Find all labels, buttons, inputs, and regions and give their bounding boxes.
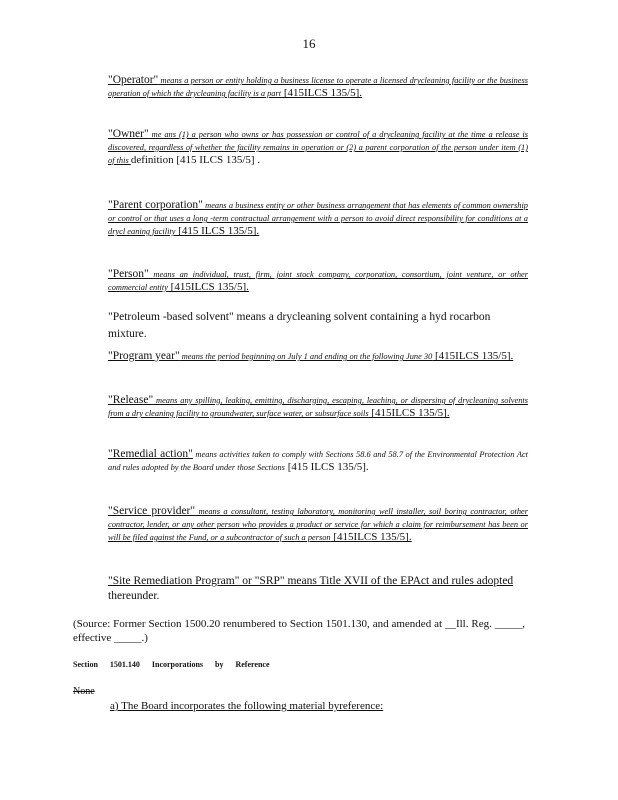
statute-reference: [415ILCS 135/5]. bbox=[432, 350, 514, 362]
definition-body: or "SRP" means Title XVII of the EPAct and rules adopted bbox=[239, 575, 514, 587]
definition-term: "Parent corporation" bbox=[108, 199, 203, 211]
source-note: (Source: Former Section 1500.20 renumbered to Section 1501.130, and amended at __Ill. Reg. _____, effective _____.) bbox=[73, 618, 525, 644]
statute-reference: [415 ILCS 135/5] . bbox=[173, 154, 261, 166]
definition-body: means a consultant, testing laboratory, monitoring well installer, soil boring contractor, other contractor, lender, or any other person who provides a product or service for which a claim for reimbursement has been or will be filed against the Fund, or a subcontractor of such a person bbox=[108, 507, 528, 542]
definition-body: means a drycleaning solvent containing a hyd rocarbon mixture. bbox=[108, 311, 491, 340]
definition-site-remediation-program bbox=[108, 574, 528, 604]
struck-text: None bbox=[73, 686, 95, 697]
statute-reference: [415ILCS 135/5]. bbox=[368, 407, 450, 419]
definition-body: means activities taken to comply with Sections 58.6 and 58.7 of the Environmental Protection Act and rules adopted by the Board under those Sections bbox=[108, 450, 528, 472]
definition-body: means a business entity or other business arrangement that has elements of common ownership or control or that uses a long -term contractual arrangement with a person to avoid direct responsibility for conditions at a drycl eaning facility bbox=[108, 201, 528, 236]
definition-owner bbox=[108, 128, 528, 167]
definition-program-year bbox=[108, 350, 528, 363]
definition-term: "Remedial action" bbox=[108, 448, 193, 460]
definition-parent-corporation bbox=[108, 199, 528, 238]
definition-term: "Site Remediation Program" bbox=[108, 575, 240, 587]
subsection-a: a) The Board incorporates the following material byreference: bbox=[110, 700, 384, 712]
definition-body: means an individual, trust, firm, joint stock company, corporation, consortium, joint venture, or other commercial entity bbox=[108, 270, 528, 292]
definition-term: "Owner" bbox=[108, 128, 149, 140]
definition-term: "Service provider" bbox=[108, 505, 196, 517]
statute-reference: [415 ILCS 135/5]. bbox=[284, 461, 369, 473]
definition-body-continued: thereunder. bbox=[108, 590, 160, 602]
definition-body: means a person or entity holding a business license to operate a licensed drycleaning facility or the business operation of which the drycleaning facility is a part bbox=[108, 76, 528, 98]
statute-reference: [415ILCS 135/5]. bbox=[330, 531, 412, 543]
page-number: 16 bbox=[302, 36, 316, 51]
statute-reference: [415ILCS 135/5]. bbox=[281, 87, 363, 99]
statute-reference: [415 ILCS 135/5]. bbox=[175, 225, 260, 237]
definition-service-provider bbox=[108, 505, 528, 544]
definition-term: "Person" bbox=[108, 268, 149, 280]
definition-body: means the period beginning on July 1 and ending on the following June 30 bbox=[179, 352, 433, 361]
definition-release bbox=[108, 394, 528, 420]
section-heading: Section 1501.140 Incorporations by Reference bbox=[73, 660, 270, 669]
definition-petroleum-based-solvent bbox=[108, 309, 528, 343]
definition-operator bbox=[108, 74, 528, 100]
definition-term: "Program year" bbox=[108, 350, 180, 362]
definition-body: me ans (1) a person who owns or has possession or control of a drycleaning facility at the time a release is discovered, regardless of whether the facility remains in operation or (2) a parent corporation of the person under item (1) of this bbox=[108, 130, 528, 165]
definition-person bbox=[108, 268, 528, 294]
definition-tail: definition bbox=[130, 154, 174, 166]
definition-remedial-action bbox=[108, 448, 528, 474]
definition-term: "Operator" bbox=[108, 74, 159, 86]
definition-term: "Petroleum -based solvent" bbox=[108, 311, 234, 323]
definition-body: means any spilling, leaking, emitting, discharging, escaping, leaching, or dispersing of drycleaning solvents from a dry cleaning facility to groundwater, surface water, or subsurface soils bbox=[108, 396, 528, 418]
statute-reference: [415ILCS 135/5]. bbox=[167, 281, 249, 293]
definition-term: "Release" bbox=[108, 394, 154, 406]
